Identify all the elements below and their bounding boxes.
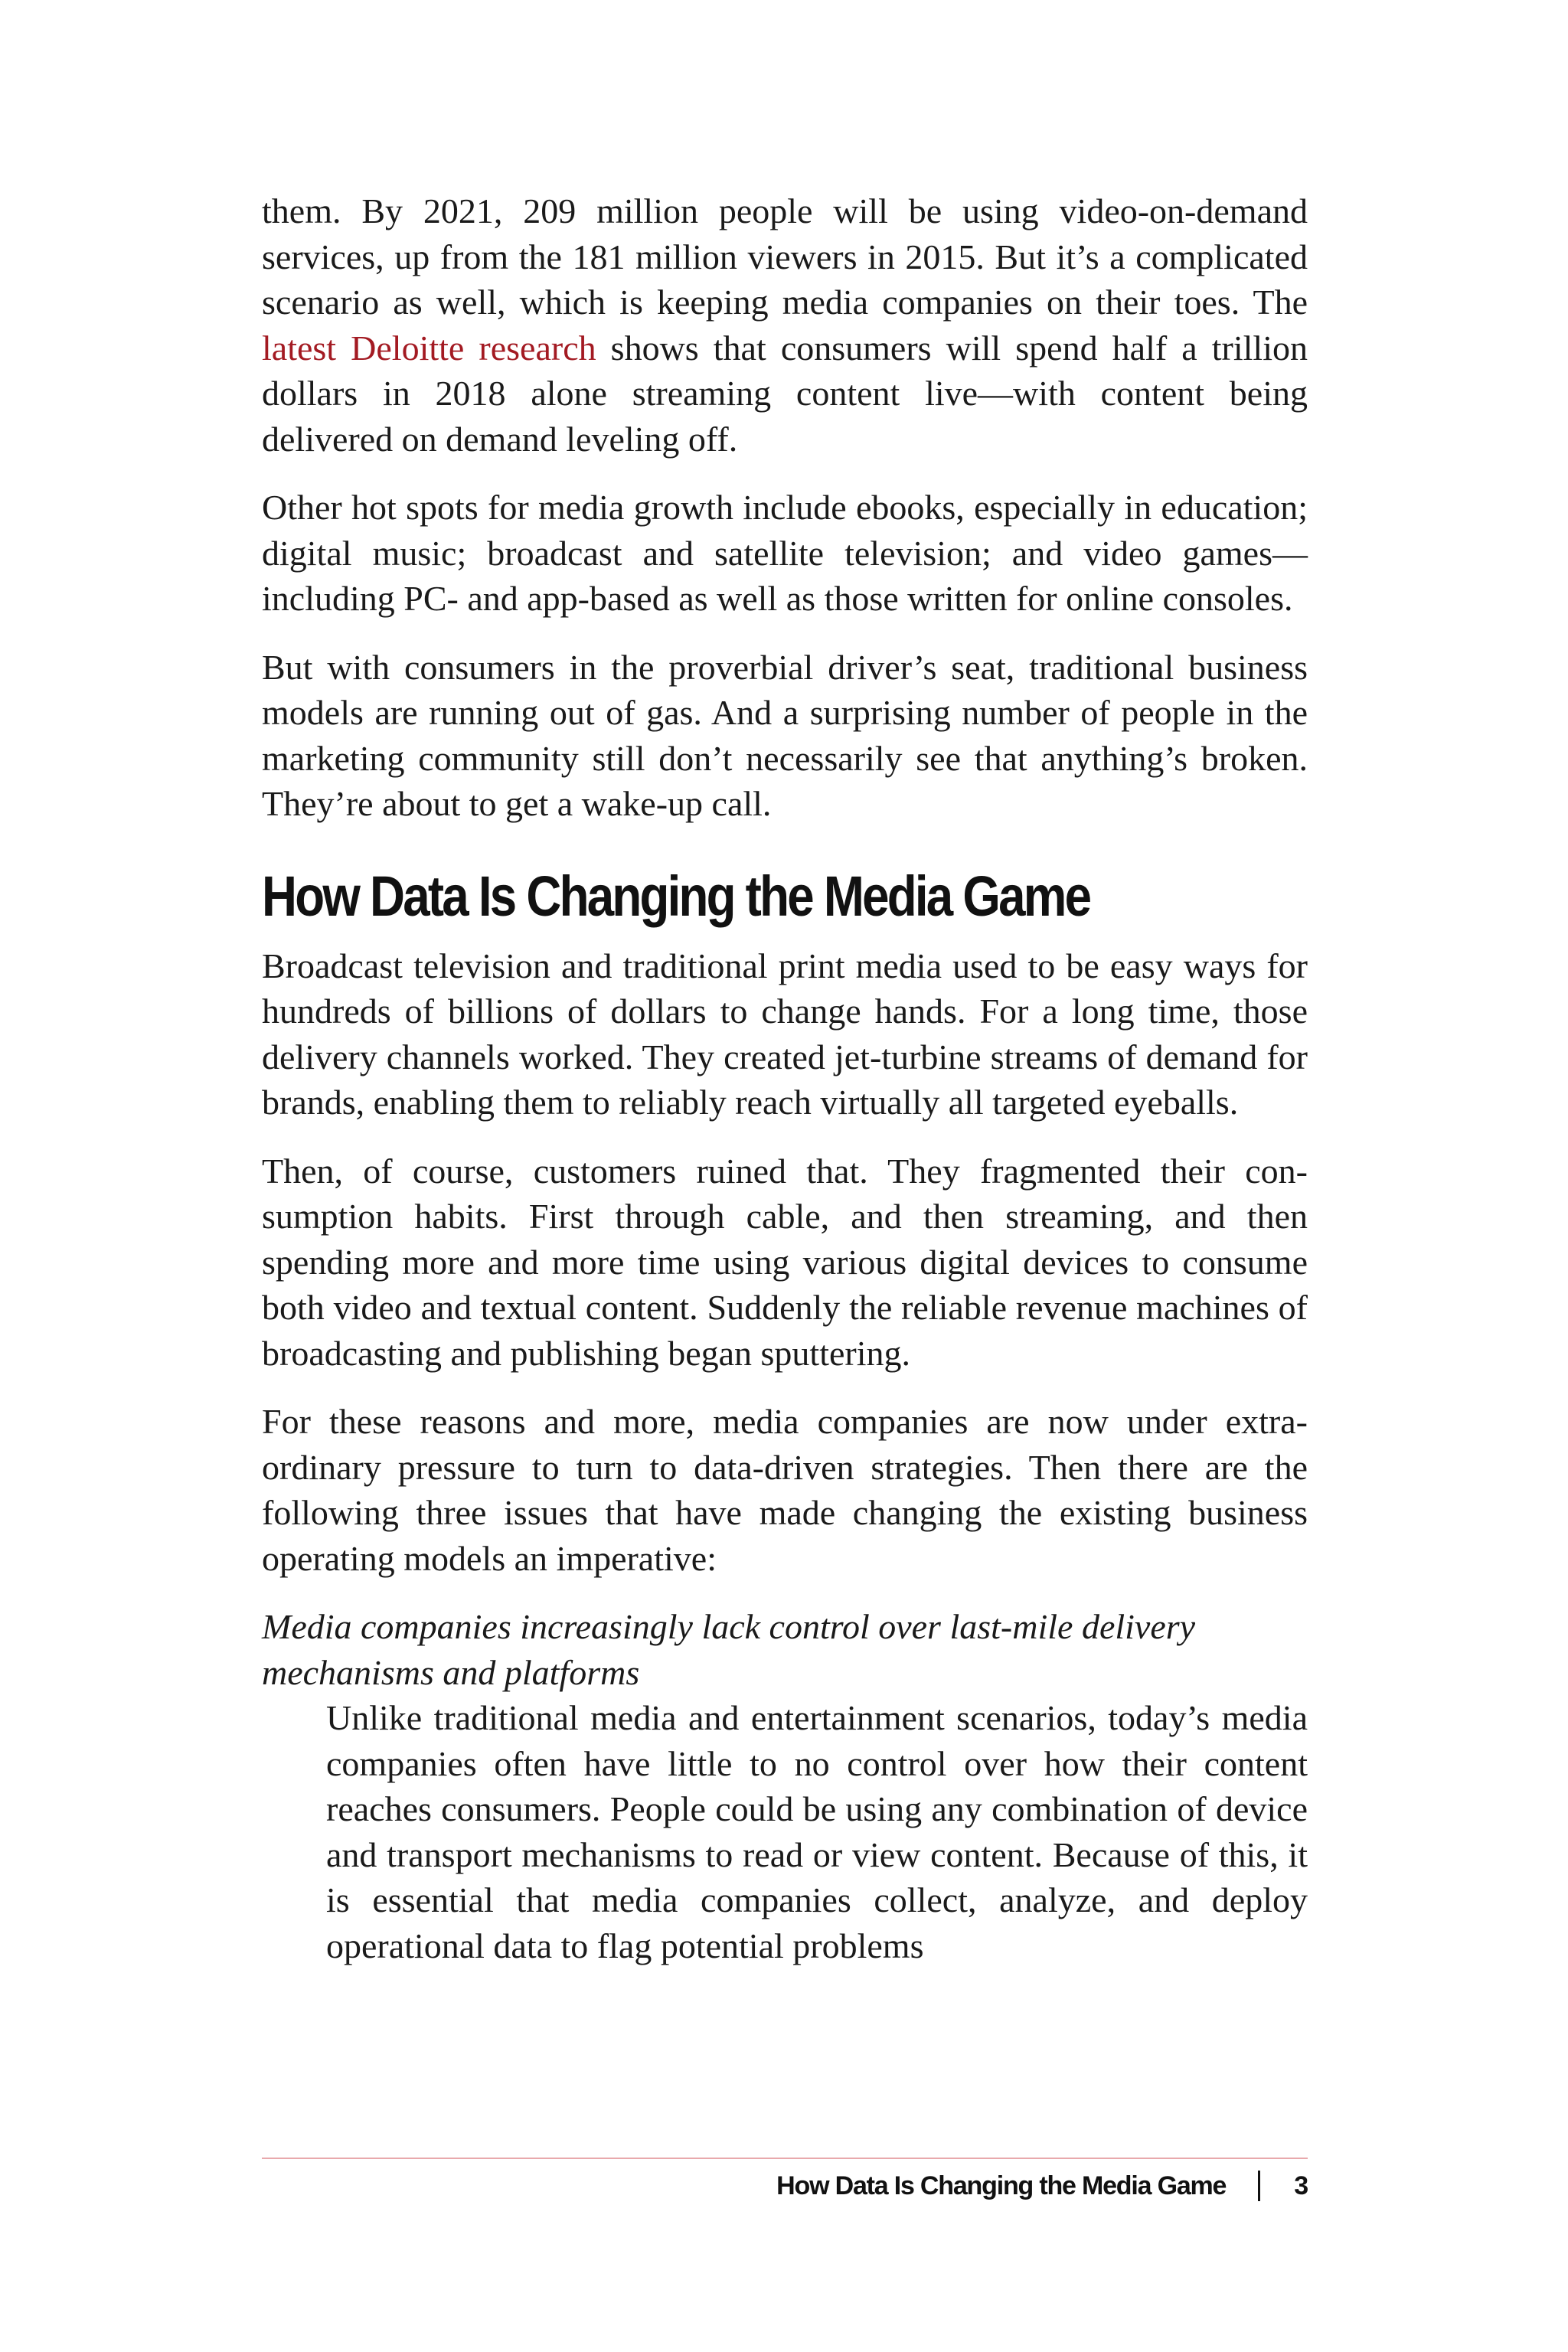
paragraph-media-hot-spots: Other hot spots for media growth include ebooks, especially in education; digital music; broadcast and satellite television; and video games—including PC- and app-based as well as those written for online consoles. — [262, 488, 1308, 618]
paragraph-text-after-link: shows that consumers will spend half a trillion dollars in 2018 alone streaming content live—with content being delivered on demand leveling off. — [262, 328, 1308, 459]
paragraph-business-models: But with consumers in the proverbial driver’s seat, traditional business models are running out of gas. And a surprising number of people in the marketing community still don’t necessarily see that anything’s broken. They’re about to get a wake-up call. — [262, 647, 1308, 823]
section-heading: How Data Is Changing the Media Game — [262, 864, 1090, 928]
definition-term: Media companies increasingly lack control over last-mile delivery mechanisms and platforms — [262, 1607, 1196, 1692]
paragraph-data-driven-pressure: For these reasons and more, media companies are now under extraordinary pressure to turn to data-driven strategies. Then there are the following three issues that have made changing the existing business operating models an imperative: — [262, 1402, 1308, 1578]
running-title: How Data Is Changing the Media Game — [776, 2171, 1227, 2200]
page-body — [262, 188, 1308, 1968]
deloitte-research-link[interactable]: latest Deloitte research — [262, 328, 596, 368]
footer-separator — [1258, 2171, 1260, 2201]
page-footer — [776, 2167, 1308, 2205]
paragraph-fragmented-consumption: Then, of course, customers ruined that. They fragmented their consumption habits. First through cable, and then streaming, and then spending more and more time using various digital devices to consume both video and textual content. Suddenly the reliable revenue machines of broadcasting and publishing began sputtering. — [262, 1151, 1308, 1373]
page-number: 3 — [1294, 2171, 1308, 2200]
definition-body: Unlike traditional media and entertainment scenarios, today’s media companies often have little to no control over how their content reaches consumers. People could be using any combination of device and transport mechanisms to read or view content. Because of this, it is essential that media companies collect, analyze, and deploy operational data to flag potential problems — [326, 1698, 1308, 1965]
paragraph-text-before-link: them. By 2021, 209 million people will be using video-on-demand services, up from the 181 million viewers in 2015. But it’s a complicated scenario as well, which is keeping media companies on their toes. The — [262, 191, 1308, 322]
paragraph-vod-growth — [262, 188, 1308, 462]
paragraph-broadcast-print: Broadcast television and traditional print media used to be easy ways for hundreds of billions of dollars to change hands. For a long time, those delivery channels worked. They created jet-turbine streams of demand for brands, enabling them to reliably reach virtually all targeted eyeballs. — [262, 946, 1308, 1122]
footer-rule — [262, 2158, 1308, 2159]
